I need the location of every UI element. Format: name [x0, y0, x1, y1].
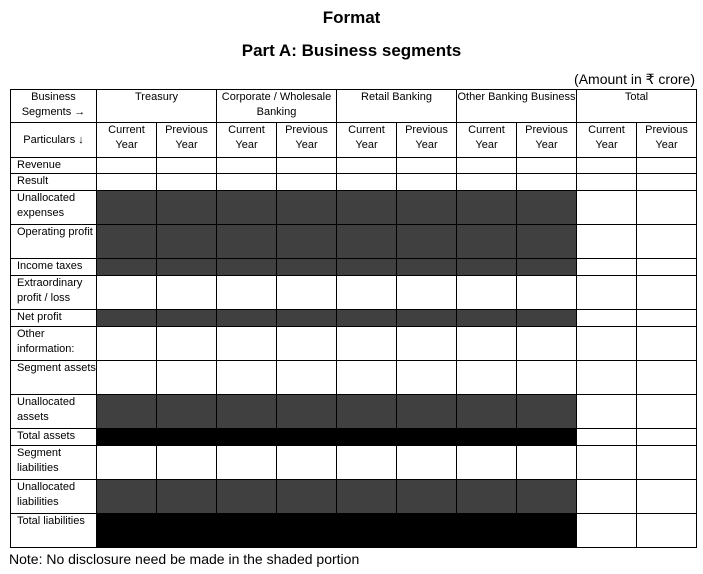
shaded-cell — [457, 225, 517, 259]
table-row — [11, 429, 697, 446]
year-header-current: Current Year — [457, 123, 517, 158]
table-row — [11, 158, 697, 174]
shaded-cell — [397, 514, 457, 548]
value-cell — [217, 276, 277, 310]
value-cell — [97, 276, 157, 310]
shaded-cell — [457, 429, 517, 446]
value-cell — [337, 446, 397, 480]
value-cell — [397, 327, 457, 361]
row-label: Net profit — [11, 310, 97, 327]
shaded-cell — [337, 259, 397, 276]
shaded-cell — [457, 395, 517, 429]
shaded-cell — [217, 395, 277, 429]
value-cell — [517, 446, 577, 480]
value-cell — [457, 276, 517, 310]
row-label: Income taxes — [11, 259, 97, 276]
shaded-cell — [217, 429, 277, 446]
header-row-years — [11, 123, 697, 158]
value-cell — [277, 327, 337, 361]
value-cell — [637, 429, 697, 446]
shaded-cell — [457, 310, 517, 327]
value-cell — [217, 158, 277, 174]
shaded-cell — [217, 191, 277, 225]
shaded-cell — [457, 514, 517, 548]
shaded-cell — [337, 514, 397, 548]
shaded-cell — [517, 225, 577, 259]
shaded-cell — [457, 480, 517, 514]
value-cell — [157, 174, 217, 191]
value-cell — [157, 158, 217, 174]
value-cell — [277, 361, 337, 395]
shaded-cell — [397, 191, 457, 225]
value-cell — [637, 446, 697, 480]
shaded-cell — [217, 259, 277, 276]
shaded-cell — [277, 514, 337, 548]
value-cell — [637, 276, 697, 310]
year-header-previous: Previous Year — [397, 123, 457, 158]
amount-unit: (Amount in ₹ crore) — [574, 71, 695, 87]
row-label: Revenue — [11, 158, 97, 174]
value-cell — [217, 327, 277, 361]
shaded-cell — [217, 225, 277, 259]
table-row — [11, 395, 697, 429]
shaded-cell — [97, 514, 157, 548]
value-cell — [157, 446, 217, 480]
shaded-cell — [517, 429, 577, 446]
table-row — [11, 191, 697, 225]
table-row — [11, 225, 697, 259]
value-cell — [577, 361, 637, 395]
value-cell — [277, 174, 337, 191]
row-label: Total liabilities — [11, 514, 97, 548]
year-header-current: Current Year — [97, 123, 157, 158]
value-cell — [577, 327, 637, 361]
segment-header: Other Banking Business — [457, 90, 577, 123]
value-cell — [97, 174, 157, 191]
row-label: Other information: — [11, 327, 97, 361]
shaded-cell — [277, 480, 337, 514]
year-header-current: Current Year — [577, 123, 637, 158]
value-cell — [217, 174, 277, 191]
row-label: Result — [11, 174, 97, 191]
shaded-cell — [157, 514, 217, 548]
value-cell — [277, 446, 337, 480]
value-cell — [577, 225, 637, 259]
shaded-cell — [517, 191, 577, 225]
value-cell — [577, 429, 637, 446]
shaded-cell — [517, 480, 577, 514]
value-cell — [397, 446, 457, 480]
shaded-cell — [157, 480, 217, 514]
value-cell — [577, 480, 637, 514]
shaded-cell — [157, 429, 217, 446]
value-cell — [637, 395, 697, 429]
row-label: Unallocated expenses — [11, 191, 97, 225]
value-cell — [577, 310, 637, 327]
shaded-cell — [157, 191, 217, 225]
shaded-cell — [217, 514, 277, 548]
value-cell — [637, 327, 697, 361]
shaded-cell — [517, 310, 577, 327]
section-title: Part A: Business segments — [241, 41, 462, 60]
table-row — [11, 259, 697, 276]
year-header-previous: Previous Year — [517, 123, 577, 158]
value-cell — [637, 158, 697, 174]
value-cell — [637, 225, 697, 259]
shaded-cell — [517, 514, 577, 548]
shaded-cell — [277, 225, 337, 259]
shaded-cell — [157, 225, 217, 259]
value-cell — [637, 174, 697, 191]
table-row — [11, 276, 697, 310]
value-cell — [637, 191, 697, 225]
value-cell — [337, 158, 397, 174]
segment-header: Total — [577, 90, 697, 123]
shaded-cell — [97, 480, 157, 514]
value-cell — [157, 361, 217, 395]
row-label: Segment assets — [11, 361, 97, 395]
shaded-cell — [97, 310, 157, 327]
value-cell — [337, 174, 397, 191]
value-cell — [337, 361, 397, 395]
value-cell — [277, 276, 337, 310]
shaded-cell — [97, 225, 157, 259]
segment-header: Retail Banking — [337, 90, 457, 123]
value-cell — [637, 310, 697, 327]
value-cell — [637, 361, 697, 395]
value-cell — [97, 158, 157, 174]
year-header-current: Current Year — [217, 123, 277, 158]
shaded-cell — [277, 429, 337, 446]
value-cell — [97, 327, 157, 361]
value-cell — [577, 446, 637, 480]
shaded-cell — [97, 191, 157, 225]
value-cell — [457, 446, 517, 480]
row-label: Unallocated assets — [11, 395, 97, 429]
value-cell — [577, 191, 637, 225]
shaded-cell — [337, 480, 397, 514]
value-cell — [577, 395, 637, 429]
value-cell — [457, 158, 517, 174]
shaded-cell — [337, 429, 397, 446]
page-title: Format — [322, 8, 381, 27]
shaded-cell — [457, 191, 517, 225]
table-row — [11, 514, 697, 548]
value-cell — [577, 174, 637, 191]
value-cell — [577, 158, 637, 174]
shaded-cell — [397, 395, 457, 429]
table-row — [11, 310, 697, 327]
value-cell — [457, 174, 517, 191]
value-cell — [97, 446, 157, 480]
header-row-segments — [11, 90, 697, 123]
value-cell — [577, 259, 637, 276]
shaded-cell — [337, 225, 397, 259]
row-label: Total assets — [11, 429, 97, 446]
value-cell — [397, 174, 457, 191]
row-label: Unallocated liabilities — [11, 480, 97, 514]
value-cell — [217, 446, 277, 480]
value-cell — [517, 327, 577, 361]
value-cell — [457, 361, 517, 395]
value-cell — [337, 276, 397, 310]
year-header-previous: Previous Year — [157, 123, 217, 158]
shaded-cell — [337, 395, 397, 429]
shaded-cell — [337, 310, 397, 327]
shaded-cell — [337, 191, 397, 225]
segment-table — [10, 89, 697, 548]
corner-header-segments: Business Segments → — [11, 90, 97, 123]
value-cell — [397, 276, 457, 310]
shaded-cell — [517, 395, 577, 429]
value-cell — [157, 276, 217, 310]
value-cell — [517, 276, 577, 310]
value-cell — [397, 361, 457, 395]
shaded-cell — [97, 395, 157, 429]
table-row — [11, 327, 697, 361]
value-cell — [637, 514, 697, 548]
table-row — [11, 174, 697, 191]
row-label: Segment liabilities — [11, 446, 97, 480]
value-cell — [397, 158, 457, 174]
shaded-cell — [97, 259, 157, 276]
shaded-cell — [517, 259, 577, 276]
value-cell — [577, 276, 637, 310]
value-cell — [517, 361, 577, 395]
shaded-cell — [277, 191, 337, 225]
value-cell — [217, 361, 277, 395]
value-cell — [97, 361, 157, 395]
row-label: Extraordinary profit / loss — [11, 276, 97, 310]
shaded-cell — [397, 310, 457, 327]
table-row — [11, 361, 697, 395]
shaded-cell — [397, 429, 457, 446]
value-cell — [517, 174, 577, 191]
shaded-cell — [457, 259, 517, 276]
table-row — [11, 480, 697, 514]
note-text: Note: No disclosure need be made in the shaded portion — [9, 551, 360, 567]
value-cell — [457, 327, 517, 361]
value-cell — [637, 259, 697, 276]
year-header-previous: Previous Year — [637, 123, 697, 158]
shaded-cell — [277, 259, 337, 276]
row-label: Operating profit — [11, 225, 97, 259]
value-cell — [637, 480, 697, 514]
shaded-cell — [157, 395, 217, 429]
shaded-cell — [217, 310, 277, 327]
shaded-cell — [397, 480, 457, 514]
value-cell — [577, 514, 637, 548]
value-cell — [337, 327, 397, 361]
shaded-cell — [397, 225, 457, 259]
shaded-cell — [217, 480, 277, 514]
shaded-cell — [397, 259, 457, 276]
shaded-cell — [277, 395, 337, 429]
shaded-cell — [157, 259, 217, 276]
value-cell — [157, 327, 217, 361]
shaded-cell — [97, 429, 157, 446]
segment-header: Treasury — [97, 90, 217, 123]
corner-header-particulars: Particulars ↓ — [11, 123, 97, 158]
shaded-cell — [277, 310, 337, 327]
segment-header: Corporate / Wholesale Banking — [217, 90, 337, 123]
year-header-current: Current Year — [337, 123, 397, 158]
value-cell — [517, 158, 577, 174]
shaded-cell — [157, 310, 217, 327]
table-row — [11, 446, 697, 480]
value-cell — [277, 158, 337, 174]
year-header-previous: Previous Year — [277, 123, 337, 158]
